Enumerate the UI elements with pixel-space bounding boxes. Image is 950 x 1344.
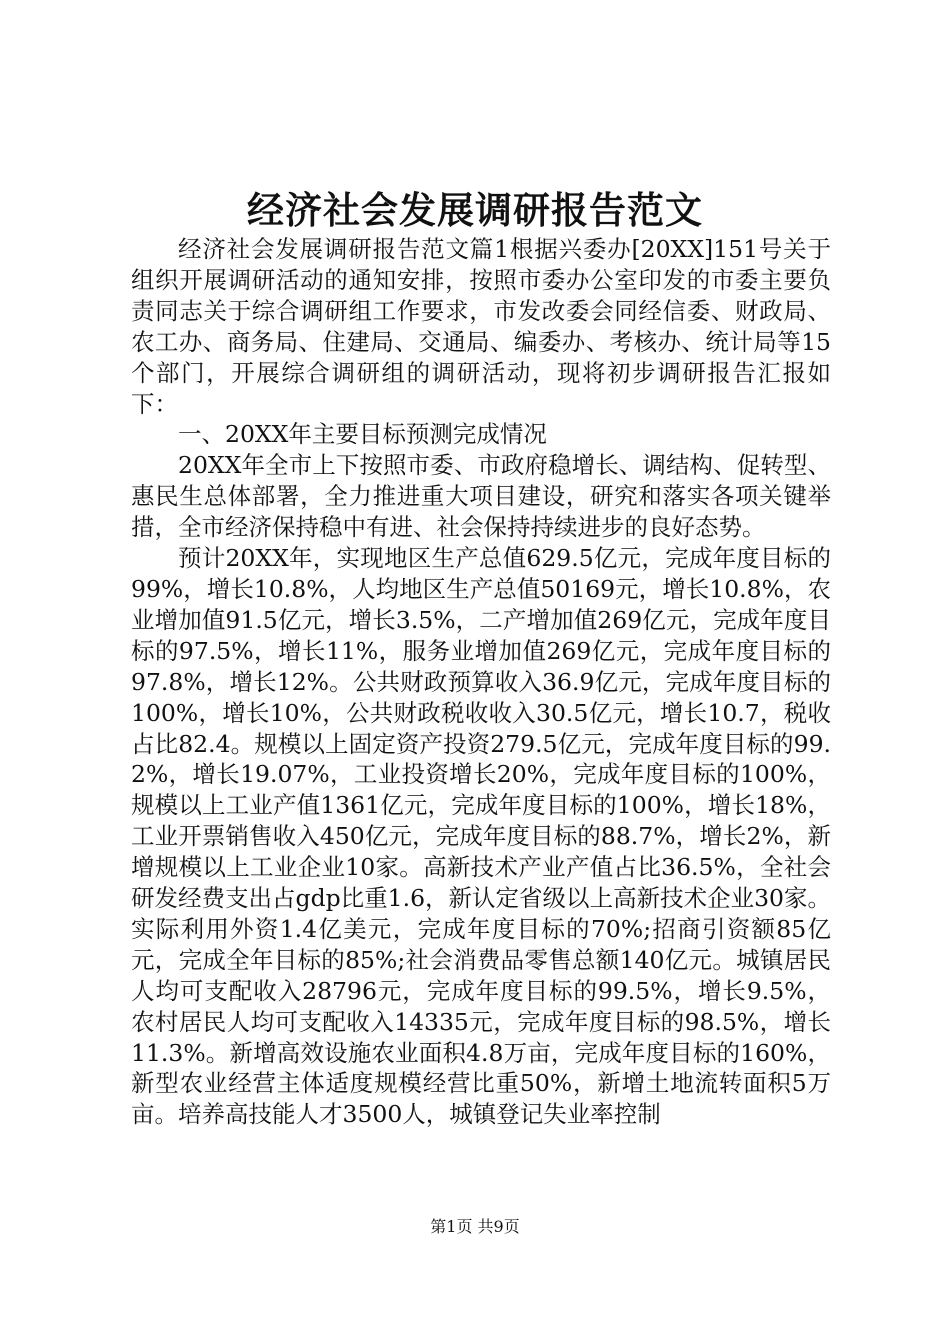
paragraph-indicators: 预计20XX年，实现地区生产总值629.5亿元，完成年度目标的99%，增长10.8%，人均地区生产总值50169元，增长10.8%，农业增加值91.5亿元，增长3.5%，二产增加值269亿元，完成年度目标的97.5%，增长11%，服务业增加值269亿元，完成年度目标的97.8%，增长12%。公共财政预算收入36.9亿元，完成年度目标的100%，增长10%，公共财政税收收入30.5亿元，增长10.7，税收占比82.4。规模以上固定资产投资279.5亿元，完成年度目标的99.2%，增长19.07%，工业投资增长20%，完成年度目标的100%，规模以上工业产值1361亿元，完成年度目标的100%，增长18%，工业开票销售收入450亿元，完成年度目标的88.7%，增长2%，新增规模以上工业企业10家。高新技术产业产值占比36.5%，全社会研发经费支出占gdp比重1.6，新认定省级以上高新技术企业30家。实际利用外资1.4亿美元，完成年度目标的70%;招商引资额85亿元，完成全年目标的85%;社会消费品零售总额140亿元。城镇居民人均可支配收入28796元，完成年度目标的99.5%，增长9.5%，农村居民人均可支配收入14335元，完成年度目标的98.5%，增长11.3%。新增高效设施农业面积4.8万亩，完成年度目标的160%，新型农业经营主体适度规模经营比重50%，新增土地流转面积5万亩。培养高技能人才3500人，城镇登记失业率控制 [131,544,831,1129]
section-heading: 一、20XX年主要目标预测完成情况 [178,420,547,449]
document-body [131,234,831,1130]
paragraph-overview: 20XX年全市上下按照市委、市政府稳增长、调结构、促转型、惠民生总体部署，全力推进重大项目建设，研究和落实各项关键举措，全市经济保持稳中有进、社会保持持续进步的良好态势。 [131,451,831,542]
page-footer: 第1页 共9页 [430,1217,520,1236]
paragraph-intro: 经济社会发展调研报告范文篇1根据兴委办[20XX]151号关于组织开展调研活动的通知安排，按照市委办公室印发的市委主要负责同志关于综合调研组工作要求，市发改委会同经信委、财政局、农工办、商务局、住建局、交通局、编委办、考核办、统计局等15个部门，开展综合调研组的调研活动，现将初步调研报告汇报如下： [131,235,831,418]
document-title: 经济社会发展调研报告范文 [247,188,703,232]
